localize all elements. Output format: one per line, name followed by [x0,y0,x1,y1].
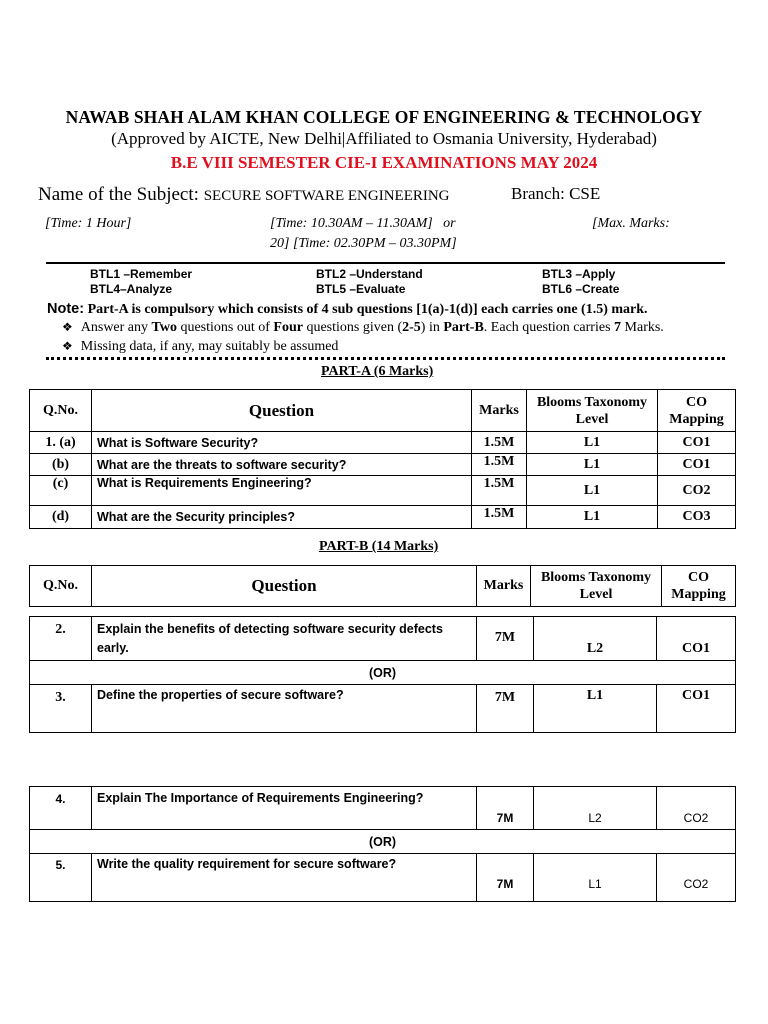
divider [46,262,725,264]
dotted-divider [46,357,725,360]
instruction-1: ❖ Answer any Two questions out of Four questions given (2-5) in Part-B. Each question carries 7 Marks. [62,320,664,335]
or-row [30,661,736,685]
q-text: What is Requirements Engineering? [92,476,472,506]
q-marks: 7M [477,854,534,902]
part-a-title: PART-A (6 Marks) [321,364,434,379]
part-b-table-2 [29,786,736,902]
table-row [30,454,736,476]
q-marks: 1.5M [472,454,527,476]
col-marks: Marks [477,566,531,607]
college-name: NAWAB SHAH ALAM KHAN COLLEGE OF ENGINEERING & TECHNOLOGY [65,107,703,127]
time-duration: [Time: 1 Hour] [45,216,132,231]
btl-item: BTL6 –Create [542,282,620,296]
btl-item: BTL5 –Evaluate [316,282,406,296]
or-label: (OR) [30,661,736,685]
col-blooms: Blooms Taxonomy Level [531,566,662,607]
btl-item: BTL3 –Apply [542,267,616,281]
btl-item: BTL2 –Understand [316,267,423,281]
branch: Branch: CSE [511,184,601,203]
q-marks: 1.5M [472,432,527,454]
q-marks: 7M [477,787,534,830]
btl-item: BTL4–Analyze [90,282,173,296]
or-row [30,830,736,854]
q-number: (c) [30,476,92,506]
q-level: L1 [527,432,658,454]
q-number: 2. [30,617,92,661]
q-co: CO2 [657,854,736,902]
table-row [30,787,736,830]
time-slot-1: [Time: 10.30AM – 11.30AM] or [270,216,456,231]
q-text: Write the quality requirement for secure software? [92,854,477,902]
col-qno: Q.No. [30,566,92,607]
q-text: Explain the benefits of detecting software security defects early. [92,617,477,661]
q-co: CO2 [658,476,736,506]
note-text: Part-A is compulsory which consists of 4 sub questions [1(a)-1(d)] each carries one (1.5) mark. [87,302,648,317]
q-number: 4. [30,787,92,830]
part-b-table-1 [29,616,736,733]
q-level: L1 [527,454,658,476]
diamond-bullet-icon: ❖ [62,339,73,353]
q-text: What are the threats to software security? [92,454,472,476]
table-row [30,432,736,454]
part-b-title: PART-B (14 Marks) [319,539,439,554]
q-number: (d) [30,506,92,529]
q-number: 5. [30,854,92,902]
q-number: (b) [30,454,92,476]
q-text: Define the properties of secure software? [92,685,477,733]
table-row [30,617,736,661]
col-question: Question [92,566,477,607]
q-marks: 1.5M [472,506,527,529]
col-co: CO Mapping [658,390,736,432]
or-label: (OR) [30,830,736,854]
q-text: What is Software Security? [92,432,472,454]
q-level: L1 [534,854,657,902]
max-marks: [Max. Marks: [592,216,670,231]
subject-label: Name of the Subject: [38,184,199,205]
part-b-header-table [29,565,736,607]
q-co: CO2 [657,787,736,830]
note-label: Note: [47,301,85,317]
q-co: CO1 [658,454,736,476]
exam-title: B.E VIII SEMESTER CIE-I EXAMINATIONS MAY 2024 [170,153,598,172]
q-number: 3. [30,685,92,733]
q-level: L1 [527,476,658,506]
q-co: CO1 [657,617,736,661]
q-level: L1 [527,506,658,529]
q-text: Explain The Importance of Requirements Engineering? [92,787,477,830]
col-qno: Q.No. [30,390,92,432]
part-a-table [29,389,736,529]
time-slot-2: 20] [Time: 02.30PM – 03.30PM] [270,236,457,251]
diamond-bullet-icon: ❖ [62,320,73,334]
table-header-row [30,566,736,607]
subject-name: SECURE SOFTWARE ENGINEERING [203,188,450,204]
note [47,301,648,318]
q-level: L2 [534,787,657,830]
table-header-row [30,390,736,432]
subject-line [38,184,450,206]
q-level: L2 [534,617,657,661]
table-row [30,476,736,506]
col-question: Question [92,390,472,432]
q-marks: 7M [477,617,534,661]
col-blooms: Blooms Taxonomy Level [527,390,658,432]
q-co: CO1 [658,432,736,454]
table-row [30,854,736,902]
instruction-2: ❖ Missing data, if any, may suitably be assumed [62,339,339,354]
q-level: L1 [534,685,657,733]
col-marks: Marks [472,390,527,432]
q-number: 1. (a) [30,432,92,454]
q-marks: 7M [477,685,534,733]
q-marks: 1.5M [472,476,527,506]
q-co: CO1 [657,685,736,733]
table-row [30,506,736,529]
col-co: CO Mapping [662,566,736,607]
approval-line: (Approved by AICTE, New Delhi|Affiliated to Osmania University, Hyderabad) [111,129,657,148]
btl-item: BTL1 –Remember [90,267,193,281]
q-co: CO3 [658,506,736,529]
table-row [30,685,736,733]
q-text: What are the Security principles? [92,506,472,529]
